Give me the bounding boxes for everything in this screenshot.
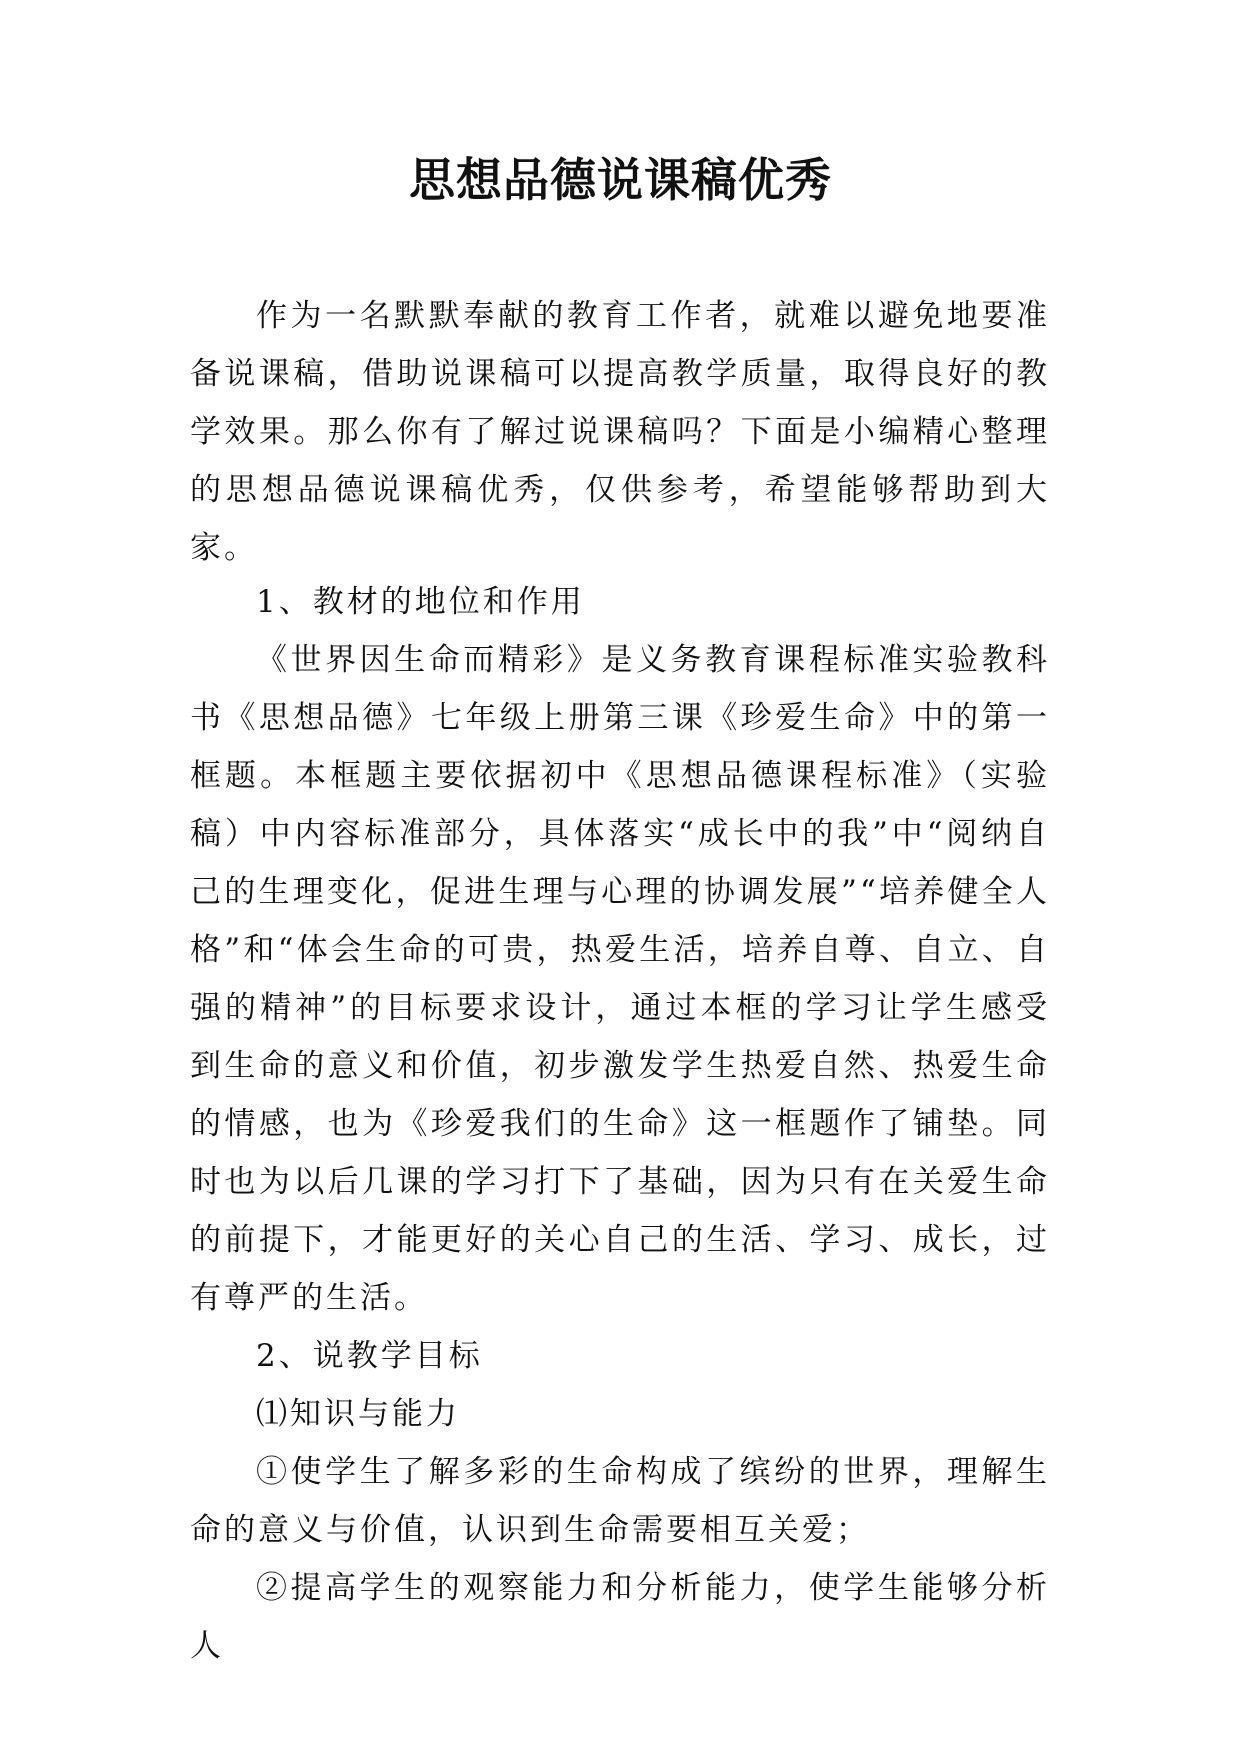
intro-paragraph: 作为一名默默奉献的教育工作者，就难以避免地要准备说课稿，借助说课稿可以提高教学质量，取得良好的教学效果。那么你有了解过说课稿吗？下面是小编精心整理的思想品德说课稿优秀，仅供参考，希望能够帮助到大家。	[190, 298, 1050, 566]
intro-block	[190, 287, 1050, 577]
document-title: 思想品德说课稿优秀	[409, 153, 832, 207]
list-item: ②提高学生的观察能力和分析能力，使学生能够分析人	[190, 1570, 1050, 1664]
section1-heading: 1、教材的地位和作用	[256, 584, 585, 620]
subsection-heading: ⑴知识与能力	[256, 1396, 460, 1432]
section2-heading: 2、说教学目标	[256, 1338, 483, 1374]
section1-paragraph: 《世界因生命而精彩》是义务教育课程标准实验教科书《思想品德》七年级上册第三课《珍爱生命》中的第一框题。本框题主要依据初中《思想品德课程标准》（实验稿）中内容标准部分，具体落实“成长中的我”中“阅纳自己的生理变化，促进生理与心理的协调发展”“培养健全人格”和“体会生命的可贵，热爱生活，培养自尊、自立、自强的精神”的目标要求设计，通过本框的学习让学生感受到生命的意义和价值，初步激发学生热爱自然、热爱生命的情感，也为《珍爱我们的生命》这一框题作了铺垫。同时也为以后几课的学习打下了基础，因为只有在关爱生命的前提下，才能更好的关心自己的生活、学习、成长，过有尊严的生活。	[190, 642, 1050, 1316]
content-block	[190, 573, 1050, 1675]
list-item: ①使学生了解多彩的生命构成了缤纷的世界，理解生命的意义与价值，认识到生命需要相互关爱；	[190, 1454, 1050, 1548]
